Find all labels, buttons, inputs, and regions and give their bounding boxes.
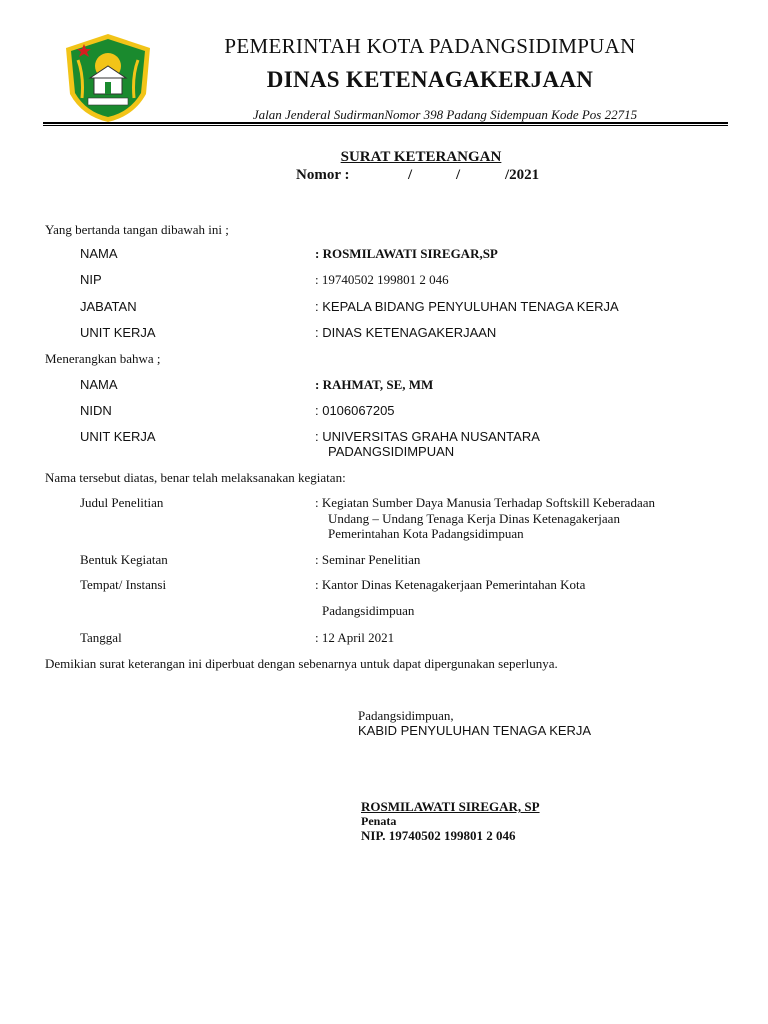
signer-name-label: NAMA	[80, 246, 118, 261]
subject-unit-value: : UNIVERSITAS GRAHA NUSANTARA	[315, 429, 540, 444]
signer-name-value: : ROSMILAWATI SIREGAR,SP	[315, 246, 498, 261]
subject-nidn-label: NIDN	[80, 403, 112, 418]
document-number-separator: /	[456, 167, 461, 183]
signer-nip-label: NIP	[80, 272, 102, 287]
activity-intro-text: Nama tersebut diatas, benar telah melaksanakan kegiatan:	[45, 470, 346, 485]
statement-text: Menerangkan bahwa ;	[45, 351, 161, 366]
signer-position-label: JABATAN	[80, 299, 137, 314]
document-number-year: /2021	[505, 167, 540, 183]
activity-place-value: : Kantor Dinas Ketenagakerjaan Pemerintahan Kota	[315, 577, 586, 592]
document-number-separator: /	[408, 167, 413, 183]
subject-name-value: : RAHMAT, SE, MM	[315, 377, 434, 392]
signature-place: Padangsidimpuan,	[358, 708, 454, 723]
research-title-value-cont: Undang – Undang Tenaga Kerja Dinas Ketenagakerjaan	[328, 511, 620, 526]
subject-nidn-value: : 0106067205	[315, 403, 395, 418]
activity-place-value-cont: Padangsidimpuan	[322, 603, 415, 618]
research-title-value: : Kegiatan Sumber Daya Manusia Terhadap Softskill Keberadaan	[315, 495, 655, 510]
closing-text: Demikian surat keterangan ini diperbuat dengan sebenarnya untuk dapat dipergunakan seperlunya.	[45, 656, 558, 671]
signature-nip: NIP. 19740502 199801 2 046	[361, 828, 516, 843]
activity-place-label: Tempat/ Instansi	[80, 577, 167, 592]
activity-type-value: : Seminar Penelitian	[315, 552, 421, 567]
agency-address: Jalan Jenderal SudirmanNomor 398 Padang Sidempuan Kode Pos 22715	[252, 107, 638, 122]
signature-name: ROSMILAWATI SIREGAR, SP	[361, 799, 540, 814]
agency-title: DINAS KETENAGAKERJAAN	[266, 67, 594, 92]
signer-position-value: : KEPALA BIDANG PENYULUHAN TENAGA KERJA	[315, 299, 619, 314]
intro-text: Yang bertanda tangan dibawah ini ;	[45, 222, 229, 237]
document-title: SURAT KETERANGAN	[340, 149, 502, 165]
activity-type-label: Bentuk Kegiatan	[80, 552, 168, 567]
emblem-ribbon	[88, 98, 128, 105]
research-title-label: Judul Penelitian	[80, 495, 164, 510]
letterhead-rule-thin	[43, 125, 728, 126]
subject-unit-label: UNIT KERJA	[80, 429, 156, 444]
signer-nip-value: : 19740502 199801 2 046	[315, 272, 449, 287]
document-number-label: Nomor :	[296, 167, 350, 183]
activity-date-value: : 12 April 2021	[315, 630, 395, 645]
signature-position: KABID PENYULUHAN TENAGA KERJA	[358, 723, 592, 738]
research-title-value-cont: Pemerintahan Kota Padangsidimpuan	[328, 526, 524, 541]
government-title: PEMERINTAH KOTA PADANGSIDIMPUAN	[224, 34, 636, 58]
signer-unit-value: : DINAS KETENAGAKERJAAN	[315, 325, 497, 340]
signature-rank: Penata	[361, 814, 397, 828]
subject-unit-value-cont: PADANGSIDIMPUAN	[328, 444, 455, 459]
activity-date-label: Tanggal	[80, 630, 122, 645]
subject-name-label: NAMA	[80, 377, 118, 392]
signer-unit-label: UNIT KERJA	[80, 325, 156, 340]
letterhead-rule-thick	[43, 122, 728, 124]
